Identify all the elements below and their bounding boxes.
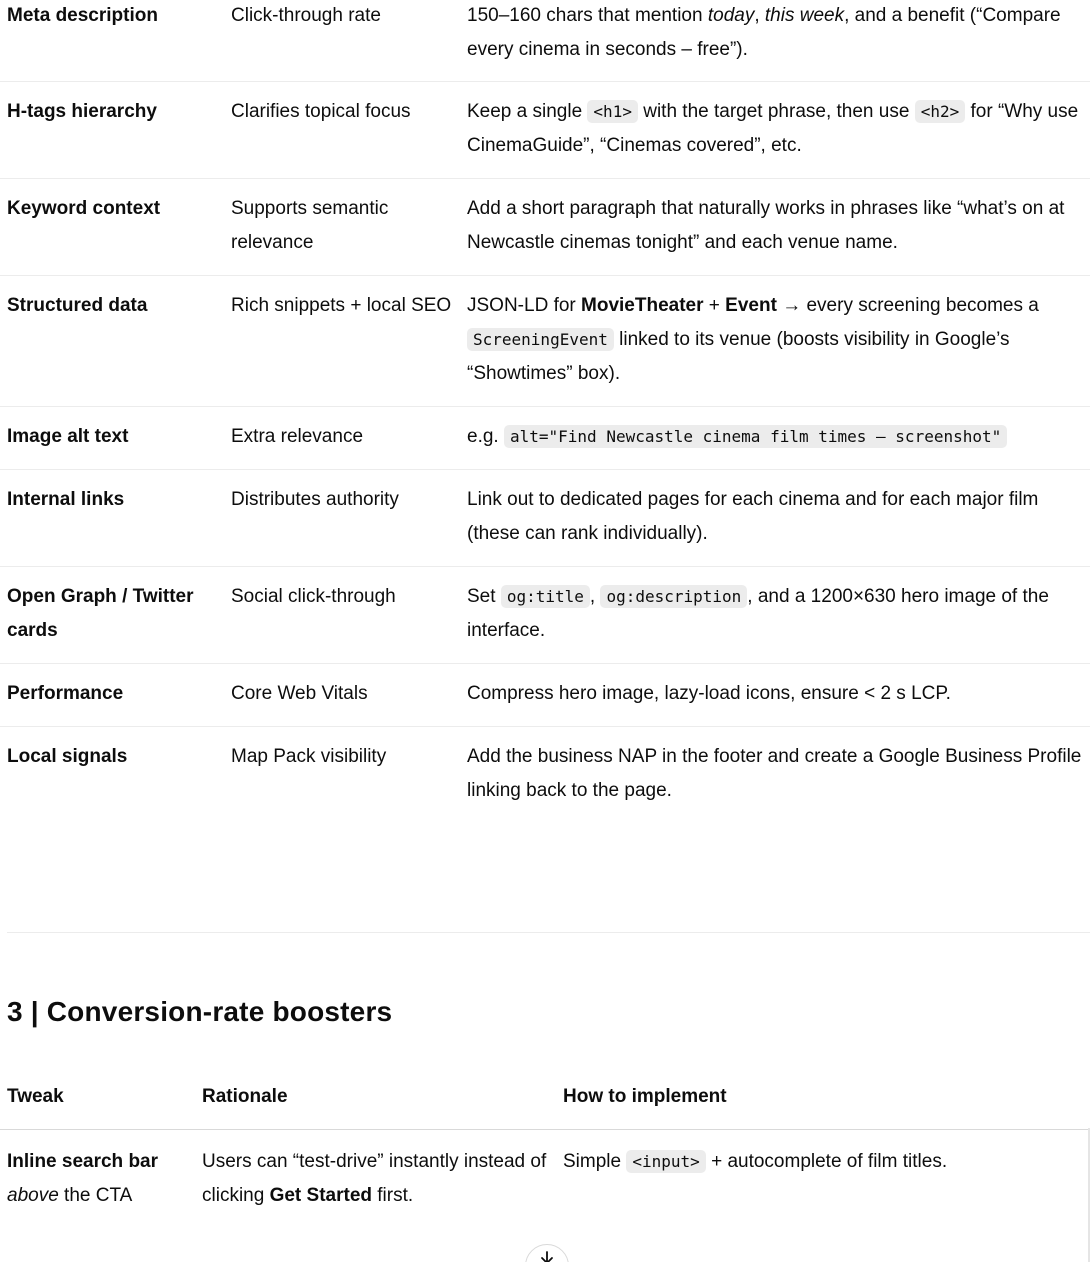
inline-code: og:title	[501, 585, 590, 608]
row-implementation: Compress hero image, lazy-load icons, ensure < 2 s LCP.	[467, 683, 951, 704]
row-implementation: Link out to dedicated pages for each cinema and for each major film (these can rank individually).	[467, 489, 1039, 544]
row-implementation: Add the business NAP in the footer and create a Google Business Profile linking back to the page.	[467, 746, 1082, 801]
row-rationale: Supports semantic relevance	[231, 198, 389, 253]
row-rationale: Clarifies topical focus	[231, 101, 411, 122]
table-row	[0, 0, 1090, 82]
inline-code: <input>	[626, 1150, 705, 1173]
row-label: Performance	[7, 683, 124, 704]
row-tweak: Inline search bar above the CTA	[7, 1151, 159, 1206]
table-row	[0, 82, 1090, 179]
header-tweak: Tweak	[7, 1086, 64, 1107]
table-row	[0, 1130, 1090, 1213]
inline-code: alt="Find Newcastle cinema film times – screenshot"	[504, 425, 1007, 448]
row-label: Open Graph / Twitter cards	[7, 586, 194, 641]
table-row	[0, 727, 1090, 824]
row-label: Image alt text	[7, 426, 129, 447]
row-implementation: 150–160 chars that mention today, this week, and a benefit (“Compare every cinema in seconds – free”).	[467, 5, 1061, 60]
table-row	[0, 179, 1090, 276]
section-heading: 3 | Conversion-rate boosters	[7, 996, 393, 1027]
row-rationale: Core Web Vitals	[231, 683, 368, 704]
row-implementation: Add a short paragraph that naturally works in phrases like “what’s on at Newcastle cinemas tonight” and each venue name.	[467, 198, 1065, 253]
table-row	[0, 276, 1090, 407]
row-implementation: Set og:title , og:description , and a 1200×630 hero image of the interface.	[467, 586, 1049, 641]
header-rationale: Rationale	[202, 1086, 288, 1107]
table-header	[0, 1080, 1090, 1130]
row-label: Structured data	[7, 295, 148, 316]
section-divider	[7, 932, 1090, 933]
row-rationale: Users can “test-drive” instantly instead of clicking Get Started first.	[202, 1151, 547, 1206]
row-label: Meta description	[7, 5, 158, 26]
row-implementation: e.g. alt="Find Newcastle cinema film times – screenshot"	[467, 420, 1090, 469]
inline-code: og:description	[600, 585, 747, 608]
row-label: Keyword context	[7, 198, 161, 219]
row-implementation: Simple <input> + autocomplete of film titles.	[563, 1151, 948, 1172]
row-rationale: Click-through rate	[231, 5, 381, 26]
conversion-table	[0, 1080, 1090, 1213]
table-row	[0, 470, 1090, 567]
inline-code: <h2>	[915, 100, 966, 123]
arrow-down-icon	[540, 1251, 554, 1262]
row-rationale: Distributes authority	[231, 489, 399, 510]
header-how: How to implement	[563, 1086, 727, 1107]
scroll-down-button[interactable]	[525, 1244, 569, 1262]
inline-code: ScreeningEvent	[467, 328, 614, 351]
row-implementation: Keep a single <h1> with the target phrase, then use <h2> for “Why use CinemaGuide”, “Cinemas covered”, etc.	[467, 101, 1079, 156]
row-implementation: JSON-LD for MovieTheater + Event → every screening becomes a ScreeningEvent linked to its venue (boosts visibility in Google’s “Showtimes” box).	[467, 295, 1039, 384]
table-row	[0, 407, 1090, 470]
table-row	[0, 567, 1090, 664]
row-rationale: Rich snippets + local SEO	[231, 295, 452, 316]
row-label: Local signals	[7, 746, 128, 767]
row-label: H-tags hierarchy	[7, 101, 157, 122]
row-rationale: Extra relevance	[231, 426, 364, 447]
inline-code: <h1>	[587, 100, 638, 123]
table-row	[0, 664, 1090, 727]
row-rationale: Social click-through	[231, 586, 396, 607]
row-rationale: Map Pack visibility	[231, 746, 387, 767]
row-label: Internal links	[7, 489, 125, 510]
